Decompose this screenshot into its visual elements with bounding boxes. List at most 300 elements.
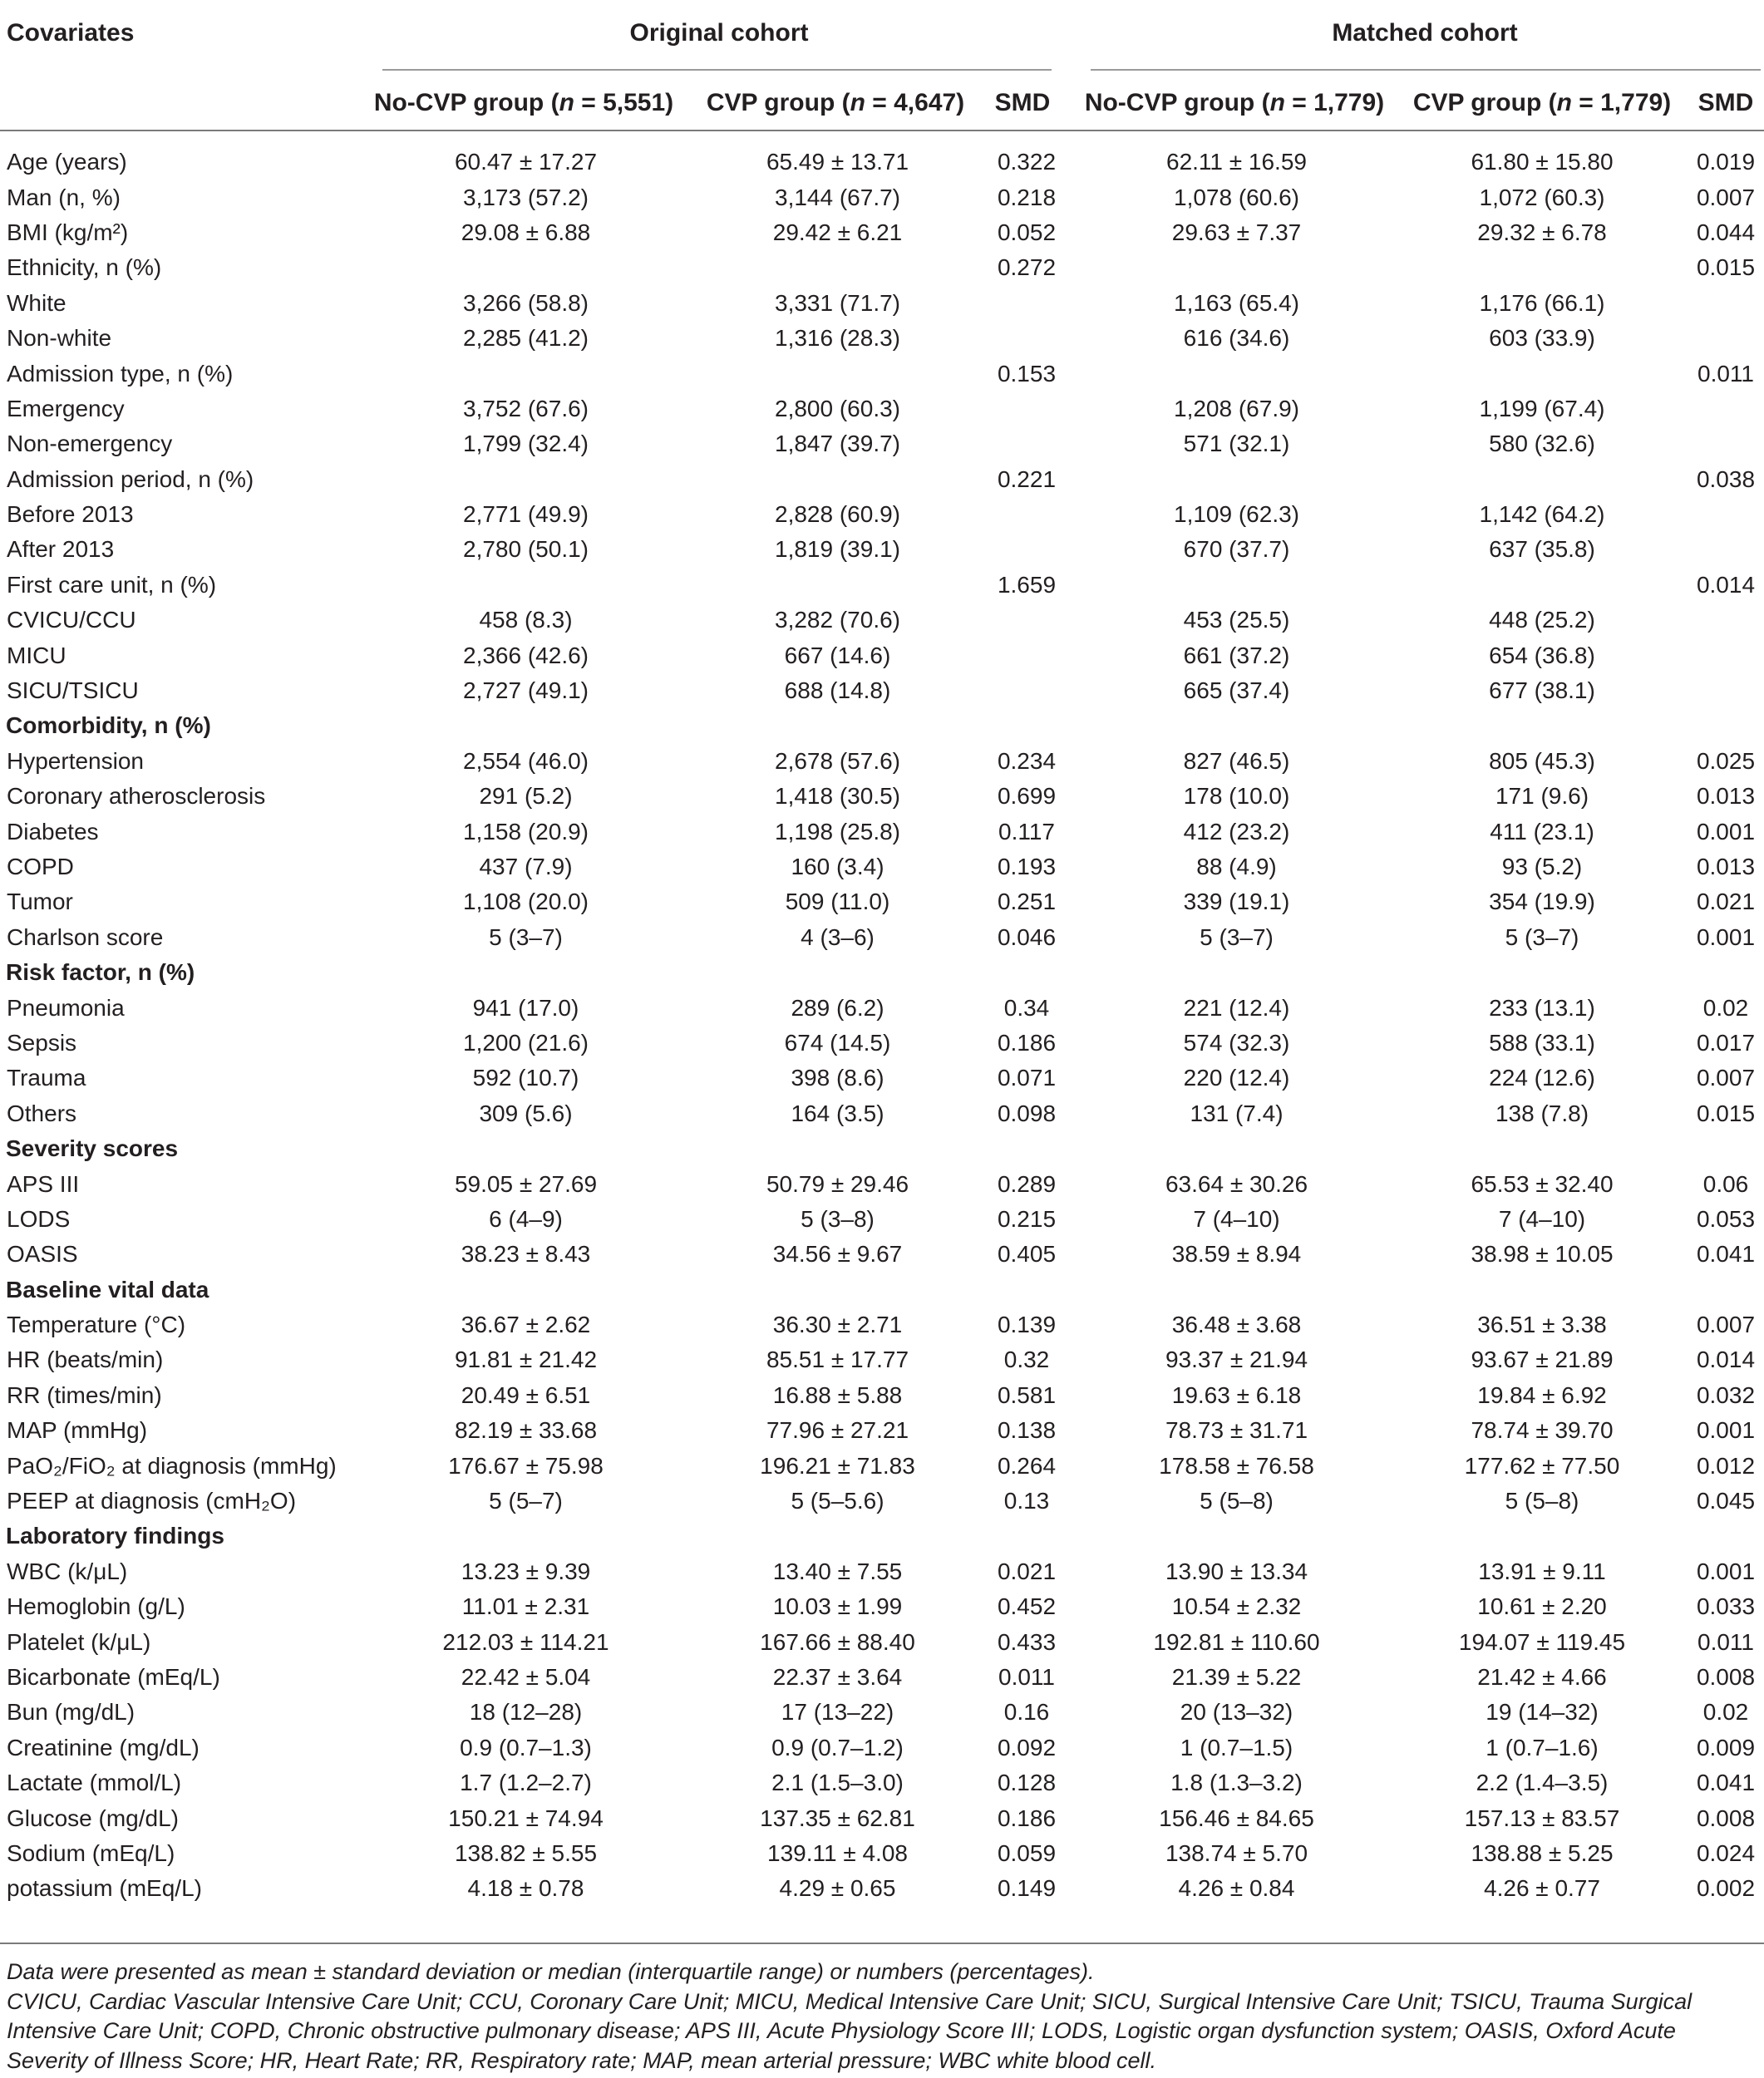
orig-cvp-cell: 16.88 ± 5.88 [772, 1381, 903, 1408]
col-header-matched-smd: SMD [1697, 89, 1754, 116]
orig-cvp-cell: 667 (14.6) [784, 642, 891, 668]
table-row [0, 391, 1764, 426]
matched-cvp-cell: 194.07 ± 119.45 [1458, 1628, 1626, 1655]
matched-no-cvp-cell: 1,208 (67.9) [1174, 395, 1299, 421]
orig-smd-cell: 0.128 [997, 1770, 1057, 1796]
table-row [0, 1731, 1764, 1765]
orig-smd-cell: 0.149 [997, 1875, 1057, 1902]
orig-cvp-cell: 5 (3–8) [801, 1205, 875, 1232]
table-row [0, 1061, 1764, 1096]
section-label: Laboratory findings [6, 1523, 224, 1549]
orig-no-cvp-cell: 36.67 ± 2.62 [461, 1312, 591, 1338]
orig-no-cvp-cell: 150.21 ± 74.94 [448, 1805, 604, 1831]
covariate-label: Bicarbonate (mEq/L) [7, 1663, 220, 1690]
matched-smd-cell: 0.014 [1696, 571, 1756, 598]
covariate-label: First care unit, n (%) [7, 571, 217, 598]
matched-cvp-cell: 93 (5.2) [1501, 854, 1583, 879]
matched-no-cvp-cell: 63.64 ± 30.26 [1165, 1170, 1308, 1197]
covariate-label: WBC (k/μL) [7, 1558, 128, 1584]
orig-cvp-cell: 164 (3.5) [791, 1100, 884, 1126]
section-header-row [0, 1131, 1764, 1166]
table-row [0, 603, 1764, 638]
orig-cvp-cell: 196.21 ± 71.83 [760, 1452, 915, 1479]
matched-cvp-cell: 78.74 ± 39.70 [1471, 1417, 1614, 1444]
matched-cvp-cell: 1,199 (67.4) [1479, 395, 1605, 421]
matched-no-cvp-cell: 192.81 ± 110.60 [1153, 1628, 1320, 1655]
orig-smd-cell: 0.117 [998, 818, 1055, 844]
covariate-label: CVICU/CCU [7, 607, 136, 633]
section-header-row [0, 955, 1764, 990]
matched-no-cvp-cell: 1,109 (62.3) [1174, 501, 1299, 528]
orig-cvp-cell: 137.35 ± 62.81 [760, 1805, 915, 1831]
orig-cvp-cell: 688 (14.8) [784, 677, 891, 704]
covariate-label: Creatinine (mg/dL) [7, 1734, 200, 1760]
orig-no-cvp-cell: 1,200 (21.6) [463, 1029, 589, 1056]
orig-smd-cell: 0.138 [997, 1417, 1057, 1444]
matched-smd-cell: 0.009 [1696, 1734, 1756, 1760]
table-row [0, 1413, 1764, 1448]
orig-no-cvp-cell: 2,727 (49.1) [463, 677, 589, 704]
orig-no-cvp-cell: 82.19 ± 33.68 [454, 1417, 598, 1444]
matched-cvp-cell: 677 (38.1) [1489, 677, 1595, 704]
matched-no-cvp-cell: 156.46 ± 84.65 [1159, 1805, 1314, 1831]
matched-smd-cell: 0.007 [1696, 1065, 1756, 1091]
matched-no-cvp-cell: 670 (37.7) [1183, 536, 1290, 563]
matched-smd-cell: 0.001 [1696, 818, 1756, 844]
covariate-label: MICU [7, 642, 67, 668]
table-footnotes [7, 1957, 1761, 2076]
matched-cvp-cell: 38.98 ± 10.05 [1471, 1241, 1614, 1268]
matched-no-cvp-cell: 412 (23.2) [1183, 818, 1290, 844]
orig-cvp-cell: 17 (13–22) [781, 1699, 894, 1726]
matched-no-cvp-cell: 5 (3–7) [1200, 923, 1274, 950]
matched-no-cvp-cell: 29.63 ± 7.37 [1171, 219, 1302, 245]
orig-no-cvp-cell: 13.23 ± 9.39 [461, 1558, 591, 1584]
covariate-label: MAP (mmHg) [7, 1417, 148, 1444]
matched-smd-cell: 0.017 [1696, 1029, 1756, 1056]
orig-no-cvp-cell: 309 (5.6) [479, 1100, 573, 1126]
covariate-label: APS III [7, 1170, 80, 1197]
table-row [0, 1660, 1764, 1695]
header-bottom-rule [0, 130, 1764, 131]
matched-no-cvp-cell: 221 (12.4) [1183, 994, 1290, 1021]
matched-smd-cell: 0.013 [1696, 783, 1756, 810]
table-row [0, 250, 1764, 285]
table-row [0, 990, 1764, 1025]
orig-cvp-cell: 289 (6.2) [791, 994, 884, 1021]
orig-no-cvp-cell: 20.49 ± 6.51 [461, 1381, 591, 1408]
orig-no-cvp-cell: 2,285 (41.2) [463, 325, 589, 352]
matched-no-cvp-cell: 827 (46.5) [1183, 747, 1290, 774]
orig-smd-cell: 0.264 [997, 1452, 1057, 1479]
matched-smd-cell: 0.007 [1696, 1312, 1756, 1338]
matched-cvp-cell: 19.84 ± 6.92 [1477, 1381, 1607, 1408]
matched-no-cvp-cell: 13.90 ± 13.34 [1165, 1558, 1308, 1584]
matched-cvp-cell: 805 (45.3) [1489, 747, 1595, 774]
matched-no-cvp-cell: 38.59 ± 8.94 [1171, 1241, 1302, 1268]
orig-cvp-cell: 3,144 (67.7) [775, 184, 900, 210]
orig-cvp-cell: 2,678 (57.6) [775, 747, 900, 774]
matched-smd-cell: 0.015 [1696, 1100, 1756, 1126]
orig-smd-cell: 0.13 [1003, 1488, 1050, 1514]
matched-no-cvp-cell: 178 (10.0) [1183, 783, 1290, 810]
matched-cvp-cell: 7 (4–10) [1498, 1205, 1586, 1232]
matched-cvp-cell: 1,142 (64.2) [1479, 501, 1605, 528]
orig-no-cvp-cell: 458 (8.3) [479, 607, 573, 633]
matched-cvp-cell: 5 (3–7) [1505, 923, 1579, 950]
matched-cvp-cell: 4.26 ± 0.77 [1484, 1875, 1600, 1902]
matched-smd-cell: 0.007 [1696, 184, 1756, 210]
matched-smd-cell: 0.024 [1696, 1839, 1756, 1866]
orig-smd-cell: 0.581 [997, 1381, 1057, 1408]
covariate-label: potassium (mEq/L) [7, 1875, 202, 1902]
orig-no-cvp-cell: 2,771 (49.9) [463, 501, 589, 528]
orig-smd-cell: 1.659 [997, 571, 1057, 598]
matched-smd-cell: 0.02 [1702, 1699, 1749, 1726]
orig-no-cvp-cell: 1,108 (20.0) [463, 889, 589, 915]
orig-no-cvp-cell: 3,173 (57.2) [463, 184, 589, 210]
table-row [0, 1166, 1764, 1201]
covariate-label: Temperature (°C) [7, 1312, 186, 1338]
matched-cvp-cell: 157.13 ± 83.57 [1464, 1805, 1620, 1831]
matched-no-cvp-cell: 138.74 ± 5.70 [1165, 1839, 1308, 1866]
orig-cvp-cell: 1,847 (39.7) [775, 431, 900, 457]
orig-cvp-cell: 3,282 (70.6) [775, 607, 900, 633]
table-row [0, 1589, 1764, 1624]
table-row [0, 1307, 1764, 1342]
matched-cvp-cell: 588 (33.1) [1489, 1029, 1595, 1056]
table-row [0, 920, 1764, 955]
matched-no-cvp-cell: 453 (25.5) [1183, 607, 1290, 633]
matched-no-cvp-cell: 178.58 ± 76.58 [1159, 1452, 1314, 1479]
covariate-label: White [7, 289, 67, 316]
orig-cvp-cell: 3,331 (71.7) [775, 289, 900, 316]
matched-no-cvp-cell: 93.37 ± 21.94 [1165, 1347, 1308, 1373]
covariate-label: BMI (kg/m²) [7, 219, 129, 245]
orig-no-cvp-cell: 2,554 (46.0) [463, 747, 589, 774]
table-row [0, 1237, 1764, 1272]
covariate-label: Before 2013 [7, 501, 134, 528]
matched-no-cvp-cell: 1,078 (60.6) [1174, 184, 1299, 210]
table-row [0, 568, 1764, 603]
orig-smd-cell: 0.186 [997, 1805, 1057, 1831]
table-row [0, 356, 1764, 391]
matched-smd-cell: 0.008 [1696, 1805, 1756, 1831]
table-row [0, 1765, 1764, 1800]
orig-smd-cell: 0.32 [1003, 1347, 1050, 1373]
matched-smd-cell: 0.041 [1696, 1241, 1756, 1268]
matched-smd-cell: 0.053 [1696, 1205, 1756, 1232]
orig-cvp-cell: 65.49 ± 13.71 [766, 149, 909, 175]
orig-no-cvp-cell: 212.03 ± 114.21 [442, 1628, 609, 1655]
matched-cvp-cell: 61.80 ± 15.80 [1471, 149, 1614, 175]
covariate-label: Admission period, n (%) [7, 465, 254, 492]
matched-smd-cell: 0.032 [1696, 1381, 1756, 1408]
matched-cvp-cell: 19 (14–32) [1486, 1699, 1599, 1726]
matched-smd-cell: 0.044 [1696, 219, 1756, 245]
matched-smd-cell: 0.02 [1702, 994, 1749, 1021]
matched-no-cvp-cell: 4.26 ± 0.84 [1178, 1875, 1295, 1902]
table-row [0, 849, 1764, 884]
orig-cvp-cell: 10.03 ± 1.99 [772, 1593, 903, 1620]
orig-smd-cell: 0.046 [997, 923, 1057, 950]
orig-no-cvp-cell: 5 (5–7) [489, 1488, 563, 1514]
matched-smd-cell: 0.025 [1696, 747, 1756, 774]
footnote-abbreviations: CVICU, Cardiac Vascular Intensive Care Unit; CCU, Coronary Care Unit; MICU, Medical Intensive Care Unit; SICU, Surgical Intensive Care Unit; TSICU, Trauma Surgical Intensive Care Unit; COPD, Chronic obstructive pulmonary disease; APS III, Acute Physiology Score III; LODS, Logistic organ dysfunction system; OASIS, Oxford Acute Severity of Illness Score; HR, Heart Rate; RR, Respiratory rate; MAP, mean arterial pressure; WBC white blood cell. [7, 1988, 1693, 2073]
table-row [0, 1448, 1764, 1483]
orig-no-cvp-cell: 1,799 (32.4) [463, 431, 589, 457]
orig-smd-cell: 0.215 [997, 1205, 1057, 1232]
covariate-label: LODS [7, 1205, 71, 1232]
matched-no-cvp-cell: 78.73 ± 31.71 [1165, 1417, 1308, 1444]
matched-smd-cell: 0.014 [1696, 1347, 1756, 1373]
matched-cvp-cell: 10.61 ± 2.20 [1477, 1593, 1607, 1620]
covariate-label: Sepsis [7, 1029, 77, 1056]
matched-no-cvp-cell: 339 (19.1) [1183, 889, 1290, 915]
matched-smd-cell: 0.041 [1696, 1770, 1756, 1796]
orig-no-cvp-cell: 4.18 ± 0.78 [467, 1875, 584, 1902]
orig-no-cvp-cell: 1,158 (20.9) [463, 818, 589, 844]
orig-no-cvp-cell: 5 (3–7) [489, 923, 563, 950]
matched-no-cvp-cell: 574 (32.3) [1183, 1029, 1290, 1056]
matched-no-cvp-cell: 20 (13–32) [1180, 1699, 1293, 1726]
matched-cvp-cell: 224 (12.6) [1489, 1065, 1595, 1091]
table-row [0, 1695, 1764, 1730]
covariate-label: Pneumonia [7, 994, 125, 1021]
orig-no-cvp-cell: 11.01 ± 2.31 [461, 1593, 590, 1620]
orig-cvp-cell: 509 (11.0) [785, 889, 890, 915]
covariate-label: Coronary atherosclerosis [7, 783, 266, 810]
matched-cohort-rule [1091, 69, 1761, 71]
matched-cohort-header: Matched cohort [1332, 19, 1518, 47]
table-row [0, 1800, 1764, 1835]
covariate-label: Bun (mg/dL) [7, 1699, 136, 1726]
table-row [0, 1026, 1764, 1061]
orig-no-cvp-cell: 1.7 (1.2–2.7) [460, 1770, 592, 1796]
section-label: Risk factor, n (%) [6, 959, 195, 986]
table-row [0, 215, 1764, 250]
orig-no-cvp-cell: 29.08 ± 6.88 [461, 219, 591, 245]
matched-smd-cell: 0.021 [1696, 889, 1756, 915]
orig-smd-cell: 0.098 [997, 1100, 1057, 1126]
orig-smd-cell: 0.218 [997, 184, 1057, 210]
matched-cvp-cell: 138.88 ± 5.25 [1471, 1839, 1614, 1866]
matched-no-cvp-cell: 36.48 ± 3.68 [1171, 1312, 1302, 1338]
covariate-label: PEEP at diagnosis (cmH₂O) [7, 1488, 297, 1514]
matched-no-cvp-cell: 665 (37.4) [1183, 677, 1290, 704]
matched-cvp-cell: 138 (7.8) [1495, 1100, 1589, 1126]
orig-smd-cell: 0.322 [997, 149, 1057, 175]
covariate-label: RR (times/min) [7, 1381, 162, 1408]
orig-cvp-cell: 85.51 ± 17.77 [766, 1347, 909, 1373]
orig-no-cvp-cell: 138.82 ± 5.55 [454, 1839, 598, 1866]
orig-cvp-cell: 398 (8.6) [791, 1065, 884, 1091]
orig-cvp-cell: 13.40 ± 7.55 [772, 1558, 903, 1584]
matched-no-cvp-cell: 1,163 (65.4) [1174, 289, 1299, 316]
matched-smd-cell: 0.011 [1697, 1628, 1754, 1655]
matched-smd-cell: 0.033 [1696, 1593, 1756, 1620]
covariate-label: COPD [7, 854, 74, 879]
covariate-label: Hemoglobin (g/L) [7, 1593, 185, 1620]
orig-cvp-cell: 2,828 (60.9) [775, 501, 900, 528]
matched-no-cvp-cell: 21.39 ± 5.22 [1171, 1663, 1302, 1690]
matched-no-cvp-cell: 19.63 ± 6.18 [1171, 1381, 1302, 1408]
orig-no-cvp-cell: 3,752 (67.6) [463, 395, 589, 421]
matched-smd-cell: 0.001 [1696, 1417, 1756, 1444]
matched-no-cvp-cell: 661 (37.2) [1183, 642, 1290, 668]
orig-smd-cell: 0.221 [997, 465, 1057, 492]
orig-cvp-cell: 50.79 ± 29.46 [766, 1170, 909, 1197]
matched-cvp-cell: 580 (32.6) [1489, 431, 1595, 457]
orig-no-cvp-cell: 176.67 ± 75.98 [448, 1452, 604, 1479]
orig-cvp-cell: 5 (5–5.6) [791, 1488, 884, 1514]
matched-cvp-cell: 2.2 (1.4–3.5) [1476, 1770, 1609, 1796]
orig-cvp-cell: 34.56 ± 9.67 [772, 1241, 903, 1268]
orig-cvp-cell: 0.9 (0.7–1.2) [771, 1734, 904, 1760]
orig-cvp-cell: 160 (3.4) [791, 854, 884, 879]
section-label: Severity scores [6, 1135, 179, 1162]
col-header-orig-no-cvp: No-CVP group (n = 5,551) [373, 89, 674, 116]
orig-cvp-cell: 1,316 (28.3) [775, 325, 900, 352]
table-body [0, 145, 1764, 1907]
orig-cvp-cell: 2.1 (1.5–3.0) [771, 1770, 904, 1796]
table-row [0, 462, 1764, 497]
orig-smd-cell: 0.071 [997, 1065, 1057, 1091]
covariate-label: Platelet (k/μL) [7, 1628, 151, 1655]
orig-no-cvp-cell: 0.9 (0.7–1.3) [460, 1734, 592, 1760]
covariate-label: Non-white [7, 325, 112, 352]
matched-cvp-cell: 448 (25.2) [1489, 607, 1595, 633]
matched-cvp-cell: 1 (0.7–1.6) [1486, 1734, 1599, 1760]
table-row [0, 180, 1764, 214]
table-row [0, 1096, 1764, 1131]
col-header-matched-cvp: CVP group (n = 1,779) [1412, 89, 1672, 116]
table-row [0, 497, 1764, 532]
orig-no-cvp-cell: 91.81 ± 21.42 [454, 1347, 598, 1373]
original-cohort-rule [382, 69, 1052, 71]
orig-no-cvp-cell: 2,366 (42.6) [463, 642, 589, 668]
table-row [0, 286, 1764, 321]
matched-cvp-cell: 411 (23.1) [1490, 818, 1594, 844]
orig-no-cvp-cell: 3,266 (58.8) [463, 289, 589, 316]
orig-cvp-cell: 674 (14.5) [784, 1029, 891, 1056]
orig-smd-cell: 0.272 [997, 254, 1057, 281]
orig-cvp-cell: 139.11 ± 4.08 [767, 1839, 908, 1866]
table-row [0, 532, 1764, 567]
matched-no-cvp-cell: 10.54 ± 2.32 [1171, 1593, 1302, 1620]
matched-smd-cell: 0.019 [1696, 149, 1756, 175]
col-header-matched-no-cvp: No-CVP group (n = 1,779) [1084, 89, 1385, 116]
table-row [0, 884, 1764, 919]
table-row [0, 779, 1764, 814]
orig-cvp-cell: 4.29 ± 0.65 [779, 1875, 896, 1902]
orig-no-cvp-cell: 59.05 ± 27.69 [454, 1170, 598, 1197]
orig-smd-cell: 0.186 [997, 1029, 1057, 1056]
matched-cvp-cell: 36.51 ± 3.38 [1477, 1312, 1607, 1338]
orig-no-cvp-cell: 60.47 ± 17.27 [454, 149, 598, 175]
orig-cvp-cell: 1,418 (30.5) [775, 783, 900, 810]
matched-cvp-cell: 603 (33.9) [1489, 325, 1595, 352]
matched-cvp-cell: 1,176 (66.1) [1479, 289, 1605, 316]
covariate-label: Others [7, 1100, 77, 1126]
matched-cvp-cell: 637 (35.8) [1489, 536, 1595, 563]
table-row [0, 321, 1764, 356]
orig-cvp-cell: 36.30 ± 2.71 [772, 1312, 903, 1338]
orig-smd-cell: 0.153 [997, 360, 1057, 387]
covariate-label: Non-emergency [7, 431, 173, 457]
table-row [0, 1554, 1764, 1589]
table-row [0, 1342, 1764, 1377]
matched-no-cvp-cell: 62.11 ± 16.59 [1166, 149, 1307, 175]
covariate-label: Trauma [7, 1065, 86, 1091]
covariate-label: Sodium (mEq/L) [7, 1839, 175, 1866]
orig-smd-cell: 0.699 [997, 783, 1057, 810]
covariate-label: Tumor [7, 889, 73, 915]
covariate-label: SICU/TSICU [7, 677, 139, 704]
covariate-label: Age (years) [7, 149, 127, 175]
orig-no-cvp-cell: 6 (4–9) [489, 1205, 563, 1232]
matched-no-cvp-cell: 5 (5–8) [1200, 1488, 1274, 1514]
orig-smd-cell: 0.405 [997, 1241, 1057, 1268]
orig-no-cvp-cell: 2,780 (50.1) [463, 536, 589, 563]
table-row [0, 814, 1764, 849]
orig-no-cvp-cell: 291 (5.2) [479, 783, 573, 810]
section-label: Baseline vital data [6, 1276, 209, 1302]
matched-cvp-cell: 1,072 (60.3) [1479, 184, 1605, 210]
covariate-label: Man (n, %) [7, 184, 121, 210]
matched-cvp-cell: 354 (19.9) [1489, 889, 1595, 915]
table-row [0, 744, 1764, 779]
table-row [0, 1378, 1764, 1413]
orig-smd-cell: 0.16 [1003, 1699, 1050, 1726]
covariate-label: Glucose (mg/dL) [7, 1805, 179, 1831]
orig-smd-cell: 0.193 [997, 854, 1057, 879]
matched-no-cvp-cell: 1 (0.7–1.5) [1180, 1734, 1293, 1760]
covariate-label: Diabetes [7, 818, 99, 844]
covariate-label: PaO₂/FiO₂ at diagnosis (mmHg) [7, 1452, 337, 1479]
table-row [0, 673, 1764, 708]
section-header-row [0, 1273, 1764, 1307]
orig-cvp-cell: 1,198 (25.8) [775, 818, 900, 844]
matched-no-cvp-cell: 131 (7.4) [1190, 1100, 1284, 1126]
matched-smd-cell: 0.008 [1696, 1663, 1756, 1690]
orig-no-cvp-cell: 18 (12–28) [469, 1699, 583, 1726]
orig-cvp-cell: 2,800 (60.3) [775, 395, 900, 421]
matched-cvp-cell: 65.53 ± 32.40 [1471, 1170, 1614, 1197]
covariate-label: Hypertension [7, 747, 144, 774]
table-row [0, 1871, 1764, 1906]
orig-no-cvp-cell: 38.23 ± 8.43 [461, 1241, 591, 1268]
orig-cvp-cell: 167.66 ± 88.40 [760, 1628, 915, 1655]
orig-smd-cell: 0.433 [997, 1628, 1057, 1655]
covariate-label: Charlson score [7, 923, 164, 950]
orig-smd-cell: 0.251 [997, 889, 1057, 915]
table-bottom-rule [0, 1943, 1764, 1944]
matched-cvp-cell: 177.62 ± 77.50 [1464, 1452, 1620, 1479]
matched-cvp-cell: 654 (36.8) [1489, 642, 1595, 668]
matched-no-cvp-cell: 7 (4–10) [1193, 1205, 1280, 1232]
table-row [0, 1624, 1764, 1659]
matched-no-cvp-cell: 88 (4.9) [1196, 854, 1277, 879]
section-header-row [0, 708, 1764, 743]
section-label: Comorbidity, n (%) [6, 712, 211, 739]
covariate-label: Admission type, n (%) [7, 360, 234, 387]
matched-cvp-cell: 21.42 ± 4.66 [1477, 1663, 1607, 1690]
col-header-orig-cvp: CVP group (n = 4,647) [706, 89, 965, 116]
matched-cvp-cell: 93.67 ± 21.89 [1471, 1347, 1614, 1373]
matched-smd-cell: 0.011 [1697, 360, 1754, 387]
orig-smd-cell: 0.092 [997, 1734, 1057, 1760]
